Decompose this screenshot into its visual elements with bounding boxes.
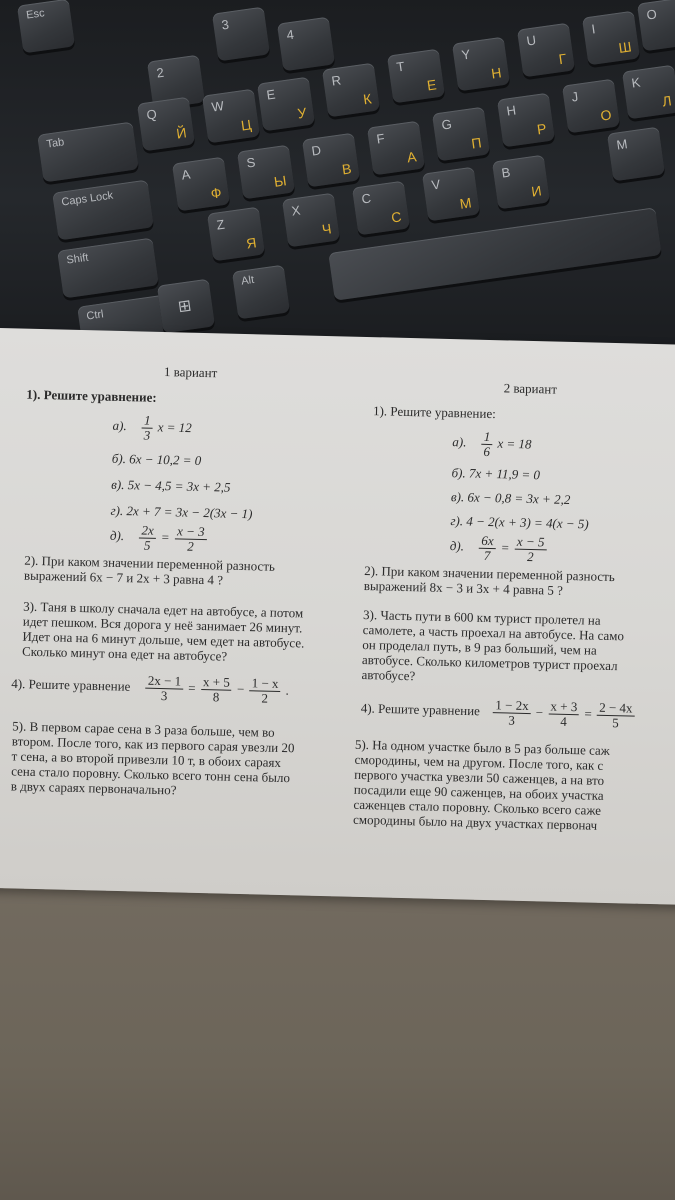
key-d-latin: D bbox=[310, 142, 322, 159]
key-c bbox=[352, 181, 410, 236]
key-q-cyrillic: Й bbox=[175, 124, 188, 142]
key-m bbox=[607, 127, 665, 182]
key-o-latin: O bbox=[645, 6, 658, 23]
v2-eq-d-lden: 7 bbox=[483, 547, 491, 564]
v1-task4-fraction-3 bbox=[249, 676, 281, 706]
key-w-cyrillic: Ц bbox=[239, 116, 253, 134]
v1-task4-equals: = bbox=[188, 680, 196, 696]
v1-eq-d bbox=[110, 523, 209, 554]
key-u-latin: U bbox=[525, 32, 537, 49]
v1-task4-f3den: 2 bbox=[261, 690, 269, 706]
v1-eq-a-fraction bbox=[142, 414, 153, 443]
v1-task4-f3num: 1 − x bbox=[249, 676, 280, 692]
key-h-latin: H bbox=[505, 102, 517, 119]
key-x-cyrillic: Ч bbox=[320, 220, 333, 238]
key-alt-latin: Alt bbox=[240, 273, 255, 288]
v1-task4-label: 4). Решите уравнение bbox=[11, 675, 131, 694]
key-a-latin: A bbox=[180, 166, 192, 183]
key-t-latin: T bbox=[395, 58, 406, 75]
v2-eq-v: в). 6x − 0,8 = 3x + 2,2 bbox=[450, 489, 571, 507]
key-g-cyrillic: П bbox=[470, 134, 483, 152]
v1-eq-v: в). 5x − 4,5 = 3x + 2,5 bbox=[111, 476, 231, 495]
v1-eq-g: г). 2x + 7 = 3x − 2(3x − 1) bbox=[110, 502, 253, 522]
key-u-cyrillic: Г bbox=[557, 50, 568, 68]
v1-task4-f1num: 2x − 1 bbox=[146, 674, 184, 690]
key-f-latin: F bbox=[375, 130, 386, 147]
key-s bbox=[237, 145, 295, 200]
worksheet-paper bbox=[0, 328, 675, 905]
v2-eq-a-fraction bbox=[481, 430, 492, 459]
v2-eq-d-rnum: x − 5 bbox=[515, 535, 547, 551]
v2-task4-fraction-1 bbox=[493, 698, 531, 728]
key-h-cyrillic: Р bbox=[535, 120, 548, 138]
v1-eq-d-rden: 2 bbox=[187, 538, 194, 554]
key-3-latin: 3 bbox=[220, 16, 230, 33]
key-v-latin: V bbox=[430, 176, 442, 193]
v2-eq-d-left-fraction bbox=[479, 534, 496, 563]
v1-eq-d-right-fraction bbox=[175, 524, 207, 554]
v1-eq-a-label: а). bbox=[112, 418, 127, 434]
key-s-latin: S bbox=[245, 154, 257, 171]
v1-task2: 2). При каком значении переменной разность выражений 6x − 7 и 2x + 3 равна 4 ? bbox=[23, 552, 276, 588]
v1-task4-fraction-1 bbox=[145, 674, 183, 704]
v2-task4-f3den: 5 bbox=[612, 715, 619, 731]
key-j-latin: J bbox=[570, 88, 580, 105]
v2-task4-fraction-3 bbox=[597, 701, 635, 731]
key-w-latin: W bbox=[210, 97, 225, 115]
v2-task4 bbox=[360, 695, 636, 731]
key-e-cyrillic: У bbox=[296, 104, 308, 122]
v2-task4-label: 4). Решите уравнение bbox=[360, 700, 481, 719]
v2-task4-f1den: 3 bbox=[508, 712, 516, 728]
key-k bbox=[622, 65, 675, 120]
key-m-latin: M bbox=[615, 136, 629, 153]
key-4-latin: 4 bbox=[285, 26, 295, 43]
key-a bbox=[172, 157, 230, 212]
key-y-cyrillic: Н bbox=[490, 64, 503, 82]
key-esc-latin: Esc bbox=[25, 7, 46, 22]
key-tab bbox=[37, 122, 139, 183]
key-t bbox=[387, 49, 445, 104]
v1-task4-f2num: x + 5 bbox=[201, 675, 232, 691]
key-v bbox=[422, 167, 480, 222]
v2-eq-a-label: а). bbox=[452, 434, 467, 450]
v2-eq-b: б). 7x + 11,9 = 0 bbox=[451, 465, 541, 483]
v1-task3: 3). Таня в школу сначала едет на автобусе, а потом идет пешком. Вся дорога у неё занимает 26 минут. Идет она на 6 минут дольше, чем едет на автобусе. Сколько минут она едет на автобусе? bbox=[21, 598, 305, 664]
key-caps-lock-latin: Caps Lock bbox=[60, 189, 114, 209]
key-caps-lock bbox=[52, 180, 154, 241]
v2-task4-f2num: x + 3 bbox=[548, 700, 579, 716]
v1-eq-d-equals: = bbox=[160, 529, 170, 545]
key-z bbox=[207, 207, 265, 262]
key-x bbox=[282, 193, 340, 248]
v1-eq-a bbox=[112, 413, 192, 444]
key-r-cyrillic: К bbox=[362, 90, 373, 108]
key-b-cyrillic: И bbox=[530, 182, 543, 200]
key-d bbox=[302, 133, 360, 188]
v2-task4-minus: − bbox=[535, 704, 544, 720]
key-w bbox=[202, 89, 260, 144]
key-t-cyrillic: Е bbox=[425, 76, 438, 94]
v1-eq-d-lden: 5 bbox=[143, 537, 151, 553]
v1-eq-a-rest: x = 12 bbox=[157, 419, 192, 436]
v2-task4-f3num: 2 − 4x bbox=[597, 701, 635, 717]
key-c-cyrillic: С bbox=[390, 208, 403, 226]
key-g bbox=[432, 107, 490, 162]
key-j-cyrillic: О bbox=[599, 106, 613, 124]
v2-eq-d-rden: 2 bbox=[526, 548, 534, 565]
v2-eq-d-right-fraction bbox=[514, 535, 546, 565]
key-i-latin: I bbox=[590, 21, 597, 37]
v1-task4-minus: − bbox=[236, 681, 245, 697]
key-shift-latin: Shift bbox=[65, 251, 90, 267]
v2-eq-a-den: 6 bbox=[483, 443, 491, 460]
v2-task5: 5). На одном участке было в 5 раз больше саж смородины, чем на другом. После того, как с первого участка увезли 50 саженцев, а на вто посадили еще 90 саженцев, на обоих участка саженцев стало поровну. Сколько всего саже смородины было на двух участках первонач bbox=[352, 736, 610, 833]
key-d-cyrillic: В bbox=[340, 160, 353, 178]
key-y bbox=[452, 37, 510, 92]
v2-eq-g: г). 4 − 2(x + 3) = 4(x − 5) bbox=[450, 513, 589, 532]
key-k-cyrillic: Л bbox=[661, 92, 673, 110]
v2-eq-d-equals: = bbox=[500, 539, 510, 555]
v1-eq-d-rnum: x − 3 bbox=[175, 524, 207, 540]
key-ctrl-latin: Ctrl bbox=[85, 308, 105, 323]
v2-task3: 3). Часть пути в 600 км турист пролетел на самолете, а часть проехал на автобусе. На само он проделал путь, в 9 раз больший, чем на автобусе. Сколько километров турист проехал автобусе? bbox=[361, 606, 625, 684]
v1-task5: 5). В первом сарае сена в 3 раза больше, чем во втором. После того, как из первого сарая увезли 20 т сена, а во второй привезли 10 т, в обоих сараях сена стало поровну. Сколько всего тонн сена было в двух сараях первоначально? bbox=[10, 718, 295, 798]
key-u bbox=[517, 23, 575, 78]
v1-task4-f2den: 8 bbox=[212, 689, 220, 705]
key-r-latin: R bbox=[330, 72, 342, 89]
v1-task4 bbox=[11, 670, 289, 706]
key-y-latin: Y bbox=[460, 46, 472, 63]
v2-task2: 2). При каком значении переменной разность выражений 8x − 3 и 3x + 4 равна 5 ? bbox=[363, 562, 615, 598]
keyboard bbox=[0, 0, 675, 360]
v1-task4-fraction-2 bbox=[200, 675, 232, 705]
key-alt bbox=[232, 265, 290, 320]
v1-eq-d-label: д). bbox=[109, 528, 125, 544]
v2-task4-f2den: 4 bbox=[560, 713, 568, 729]
windows-key-icon: ⊞ bbox=[157, 279, 215, 334]
desk-surface bbox=[0, 860, 675, 1200]
v1-task4-end: . bbox=[285, 682, 290, 698]
key-g-latin: G bbox=[440, 116, 453, 133]
key-z-cyrillic: Я bbox=[245, 234, 258, 252]
key-a-cyrillic: Ф bbox=[209, 184, 223, 202]
v1-eq-b: б). 6x − 10,2 = 0 bbox=[111, 450, 202, 468]
variant-2-heading: 2 вариант bbox=[503, 380, 558, 397]
v2-eq-a-num: 1 bbox=[482, 430, 493, 445]
key-shift bbox=[57, 238, 159, 299]
key-b bbox=[492, 155, 550, 210]
v1-eq-d-left-fraction bbox=[139, 523, 156, 552]
key-s-cyrillic: Ы bbox=[272, 172, 288, 190]
variant-1-heading: 1 вариант bbox=[163, 364, 218, 381]
v2-task4-equals: = bbox=[584, 705, 592, 722]
v2-eq-d-label: д). bbox=[449, 538, 465, 554]
key-f-cyrillic: А bbox=[405, 148, 418, 166]
key-q-latin: Q bbox=[145, 106, 158, 123]
v1-task1-title: 1). Решите уравнение: bbox=[26, 386, 157, 405]
key-v-cyrillic: М bbox=[458, 194, 473, 212]
v2-task1-title: 1). Решите уравнение: bbox=[372, 403, 497, 422]
v1-task4-f1den: 3 bbox=[160, 688, 168, 704]
key-f bbox=[367, 121, 425, 176]
key-z-latin: Z bbox=[215, 216, 226, 233]
v2-eq-a bbox=[452, 429, 532, 460]
v2-eq-a-rest: x = 18 bbox=[497, 435, 532, 452]
key-2-latin: 2 bbox=[155, 64, 165, 81]
key-tab-latin: Tab bbox=[45, 136, 65, 151]
key-i bbox=[582, 11, 640, 66]
v1-eq-a-den: 3 bbox=[143, 427, 151, 443]
key-esc bbox=[17, 0, 75, 53]
key-x-latin: X bbox=[290, 202, 302, 219]
v2-eq-d bbox=[449, 533, 548, 564]
v2-task4-f1num: 1 − 2x bbox=[493, 698, 531, 714]
key-i-cyrillic: Ш bbox=[617, 38, 633, 56]
key-e-latin: E bbox=[265, 86, 277, 103]
key-3 bbox=[212, 7, 270, 62]
key-o bbox=[637, 0, 675, 51]
key-c-latin: C bbox=[360, 190, 372, 207]
key-b-latin: B bbox=[500, 164, 512, 181]
key-j bbox=[562, 79, 620, 134]
key-4 bbox=[277, 17, 335, 72]
key-r bbox=[322, 63, 380, 118]
key-k-latin: K bbox=[630, 74, 642, 91]
key-h bbox=[497, 93, 555, 148]
key-q bbox=[137, 97, 195, 152]
v2-eq-d-lnum: 6x bbox=[479, 534, 496, 549]
key-e bbox=[257, 77, 315, 132]
v2-task4-fraction-2 bbox=[548, 700, 580, 730]
v1-eq-d-lnum: 2x bbox=[139, 523, 156, 538]
v1-eq-a-num: 1 bbox=[142, 414, 153, 429]
